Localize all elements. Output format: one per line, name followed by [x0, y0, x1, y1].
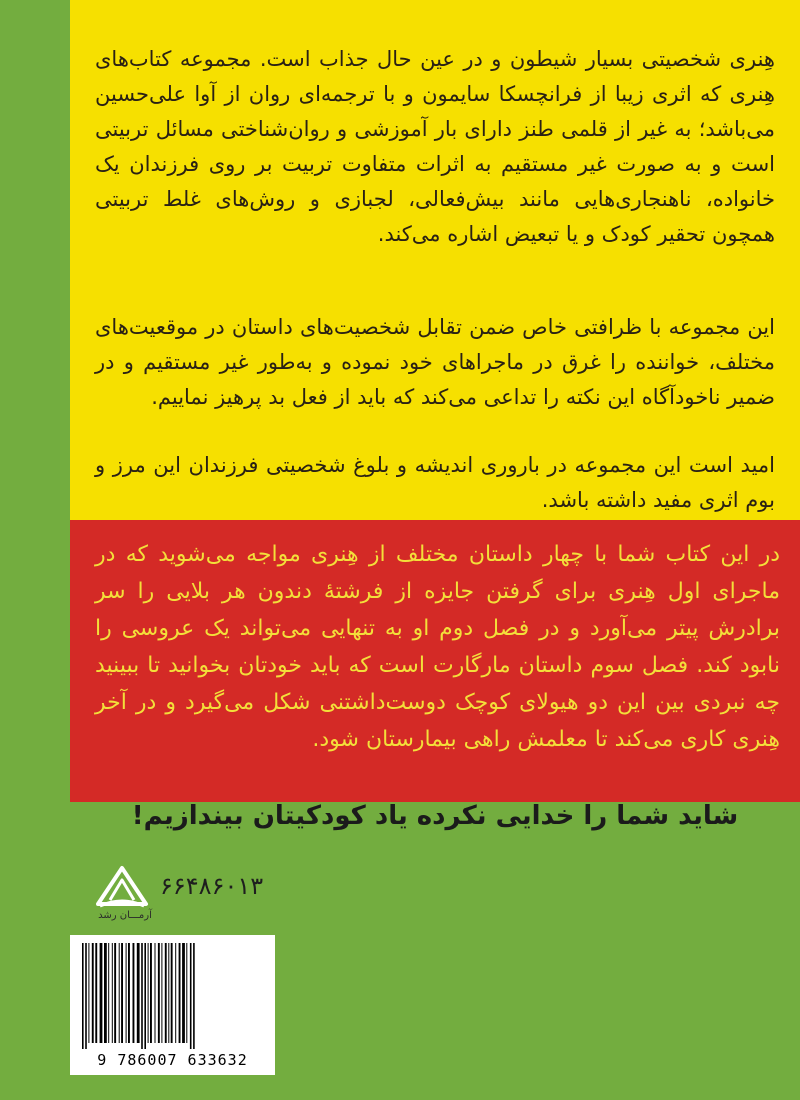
barcode — [70, 935, 275, 1075]
barcode-bar — [175, 943, 176, 1043]
barcode-bar — [190, 943, 192, 1049]
description-paragraph-3: امید است این مجموعه در باروری اندیشه و بلوغ شخصیتی فرزندان این مرز و بوم اثری مفید داشته باشد. — [95, 453, 775, 512]
barcode-bar — [168, 943, 169, 1043]
isbn-number: 9 786007 633632 — [97, 1051, 248, 1069]
publisher-name: آرمـــان رشد — [98, 910, 152, 921]
barcode-bar — [126, 943, 127, 1043]
barcode-bar — [85, 943, 87, 1049]
description-paragraph-2: این مجموعه با ظرافتی خاص ضمن تقابل شخصیت‌های داستان در موقعیت‌های مختلف، خواننده را غرق در ماجراهای خود نموده و به‌طور غیر مستقیم و در ضمیر ناخودآگاه این نکته را تداعی می‌کند که باید از فعل بد پرهیز نماییم. — [95, 315, 775, 409]
publisher-phone: ۶۶۴۸۶۰۱۳ — [160, 872, 264, 900]
barcode-bar — [148, 943, 149, 1043]
barcode-bar — [161, 943, 162, 1043]
barcode-bar — [108, 943, 109, 1043]
barcode-bar — [88, 943, 89, 1043]
barcode-bar — [141, 943, 143, 1049]
barcode-bar — [179, 943, 181, 1043]
barcode-bar — [128, 943, 130, 1043]
barcode-bar — [182, 943, 185, 1043]
barcode-bar — [171, 943, 173, 1043]
barcode-bar — [121, 943, 123, 1043]
barcode-bar — [144, 943, 146, 1049]
barcode-bar — [112, 943, 113, 1043]
barcode-bar — [114, 943, 116, 1043]
barcode-bar — [150, 943, 152, 1043]
barcode-bar — [104, 943, 107, 1043]
barcode-bar — [95, 943, 97, 1043]
barcode-bar — [158, 943, 160, 1043]
barcode-bar — [155, 943, 156, 1043]
barcode-bars — [78, 943, 267, 1051]
barcode-bar — [100, 943, 103, 1043]
slogan-text: شاید شما را خدایی نکرده یاد کودکیتان بیندازیم! — [131, 801, 739, 831]
description-paragraph-1: هِنری شخصیتی بسیار شیطون و در عین حال جذاب است. مجموعه کتاب‌های هِنری که اثری زیبا از فرانچسکا سایمون و با ترجمه‌ای روان از آوا علی‌حسین می‌باشد؛ به غیر از قلمی طنز دارای بار آموزشی و روان‌شناختی مسائل تربیتی است و به صورت غیر مستقیم به اثرات متفاوت تربیت بر روی فرزندان یک خانواده، ناهنجاری‌هایی مانند بیش‌فعالی، لجبازی و روش‌های غلط تربیتی همچون تحقیر کودک و یا تبعیض اشاره می‌کند. — [95, 47, 775, 246]
barcode-bar — [186, 943, 187, 1043]
highlight-paragraph: در این کتاب شما با چهار داستان مختلف از هِنری مواجه می‌شوید که در ماجرای اول هِنری برای گرفتن جایزه از فرشتهٔ دندون هر بلایی را سر برادرش پیتر می‌آورد و در فصل دوم او به تنهایی می‌تواند یک عروسی را نابود کند. فصل سوم داستان مارگارت است که باید خودتان بخوانید تا ببینید چه نبردی بین این دو هیولای کوچک دوست‌داشتنی شکل می‌گیرد و در آخر هِنری کاری می‌کند تا معلمش راهی بیمارستان شود. — [95, 542, 780, 752]
barcode-bar — [165, 943, 167, 1043]
barcode-bar — [82, 943, 84, 1049]
barcode-bar — [133, 943, 135, 1043]
barcode-bar — [193, 943, 195, 1049]
barcode-bar — [137, 943, 140, 1043]
barcode-bar — [92, 943, 94, 1043]
book-leaf-icon — [92, 860, 152, 910]
barcode-bar — [119, 943, 120, 1043]
